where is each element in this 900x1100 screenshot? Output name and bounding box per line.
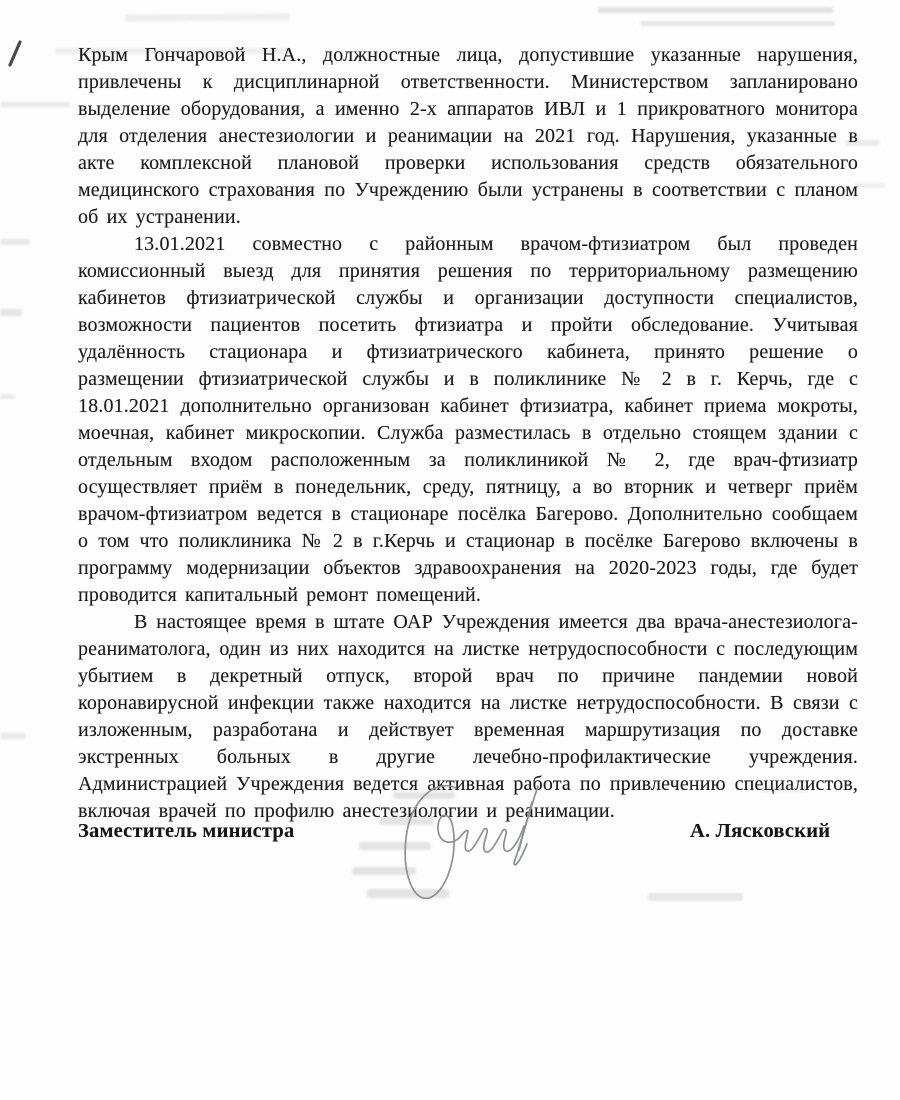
scan-artifact [0, 239, 30, 245]
scan-artifact [640, 21, 835, 26]
signer-name: А. Лясковский [690, 820, 831, 842]
scan-artifact [648, 893, 743, 901]
pen-mark-icon [7, 40, 25, 68]
paragraph: В настоящее время в штате ОАР Учреждения имеется два врача-анестезиолога-реаниматолога, один из них находится на листке нетрудоспособности с последующим убытием в декретный отпуск, второй врач по причине пандемии новой коронавирусной инфекции также находится на листке нетрудоспособности. В связи с изложенным, разработана и действует временная маршрутизация по доставке экстренных больных в другие лечебно-профилактические учреждения. Администрацией Учреждения ведется активная работа по привлечению специалистов, включая врачей по профилю анестезиологии и реанимации. [78, 611, 858, 822]
scan-artifact [0, 102, 70, 107]
scan-artifact [0, 309, 22, 316]
bleed-through-artifact [760, 786, 808, 792]
paragraph: 13.01.2021 совместно с районным врачом-фтизиатром был проведен комиссионный выезд для принятия решения по территориальному размещению кабинетов фтизиатрической службы и организации доступности специалистов, возможности пациентов посетить фтизиатра и пройти обследование. Учитывая удалённость стационара и фтизиатрического кабинета, принято решение о размещении фтизиатрической службы и в поликлинике № 2 в г. Керчь, где с 18.01.2021 дополнительно организован кабинет фтизиатра, кабинет приема мокроты, моечная, кабинет микроскопии. Служба разместилась в отдельно стоящем здании с отдельным входом расположенным за поликлиникой № 2, где врач-фтизиатр осуществляет приём в понедельник, среду, пятницу, а во вторник и четверг приём врачом-фтизиатром ведется в стационаре посёлка Багерово. Дополнительно сообщаем о том что поликлиника № 2 в г.Керчь и стационар в посёлке Багерово включены в программу модернизации объектов здравоохранения на 2020-2023 годы, где будет проводится капитальный ремонт помещений. [78, 233, 858, 606]
paragraph: Крым Гончаровой Н.А., должностные лица, допустившие указанные нарушения, привлечены к дисциплинарной ответственности. Министерством запланировано выделение оборудования, а именно 2-х аппаратов ИВЛ и 1 прикроватного монитора для отделения анестезиологии и реанимации на 2021 год. Нарушения, указанные в акте комплексной плановой проверки использования средств обязательного медицинского страхования по Учреждению были устранены в соответствии с планом об их устранении. [78, 44, 858, 228]
scan-artifact [855, 183, 885, 188]
signer-position-title: Заместитель министра [78, 820, 295, 842]
scan-artifact [0, 733, 26, 739]
scan-artifact [125, 13, 290, 21]
signature [396, 776, 551, 906]
scan-artifact [0, 394, 15, 399]
scan-artifact [598, 7, 833, 13]
document-body [78, 42, 858, 825]
